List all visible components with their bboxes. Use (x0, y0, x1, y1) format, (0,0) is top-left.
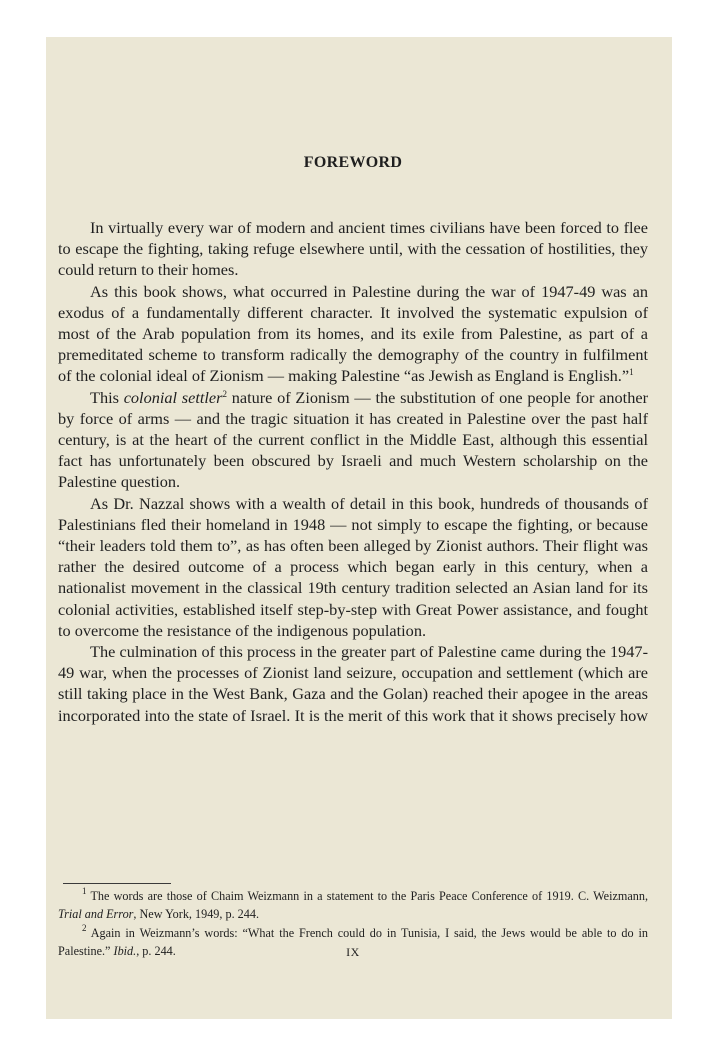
footnote-text: Ibid. (113, 943, 137, 958)
page-number: IX (346, 945, 360, 959)
text-run: As Dr. Nazzal shows with a wealth of detail in this book, hundreds of thousands of Palestinians fled their homeland in 1948 — not simply to escape the fighting, or because “their leaders told them to”, as has often been alleged by Zionist authors. Their flight was rather the desired outcome of a process which began early in this century, when a nationalist movement in the classical 19th century tradition selected an Asian land for its colonial activities, established itself step-by-step with Great Power assistance, and fought to overcome the resistance of the indigenous population. (58, 493, 648, 640)
footnote-text: , p. 244. (136, 943, 176, 958)
footnote-ref: 1 (629, 367, 634, 378)
footnote-ref: 1 (82, 886, 87, 896)
paragraph (58, 387, 648, 493)
paragraph (58, 641, 648, 726)
text-run: As this book shows, what occurred in Palestine during the war of 1947-49 was an exodus of a fundamentally different character. It involved the systematic expulsion of most of the Arab population from its homes, and its exile from Palestine, as part of a premeditated scheme to transform radically the demography of the country in fulfilment of the colonial ideal of Zionism — making Palestine “as Jewish as England is English.” (58, 281, 648, 386)
text-run: In virtually every war of modern and ancient times civilians have been forced to flee to escape the fighting, taking refuge elsewhere until, with the cessation of hostilities, they could return to their homes. (58, 218, 648, 280)
text-run: The culmination of this process in the greater part of Palestine came during the 1947-49 war, when the processes of Zionist land seizure, occupation and settlement (which are still taking place in the West Bank, Gaza and the Golan) reached their apogee in the areas incorporated into the state of Israel. It is the merit of this work that it shows precisely how (58, 642, 648, 725)
paragraph (58, 281, 648, 387)
paragraph (58, 493, 648, 641)
footnote (58, 888, 648, 923)
footnote-text: Again in Weizmann’s words: “What the French could do in Tunisia, I said, the Jews would be able to do in Palestine.” (58, 926, 648, 958)
book-page (46, 37, 672, 1019)
text-run: nature of Zionism — the substitution of one people for another by force of arms — and the tragic situation it has created in Palestine over the past half century, is at the heart of the current conflict in the Middle East, although this essential fact has unfortunately been obscured by Israeli and much Western scholarship on the Palestine question. (58, 387, 648, 492)
paragraph (58, 217, 648, 281)
footnote-text: Trial and Error (58, 906, 134, 921)
text-run: This (90, 387, 124, 407)
footnote-ref: 2 (222, 388, 227, 399)
text-run: colonial settler (123, 387, 223, 407)
footnote-text: , New York, 1949, p. 244. (133, 906, 260, 921)
footnote-ref: 2 (82, 923, 87, 933)
footnote-text: The words are those of Chaim Weizmann in a statement to the Paris Peace Conference of 1919. C. Weizmann, (86, 889, 648, 903)
footnote-divider (63, 883, 171, 884)
body-text (58, 217, 648, 726)
chapter-title: FOREWORD (303, 154, 403, 171)
